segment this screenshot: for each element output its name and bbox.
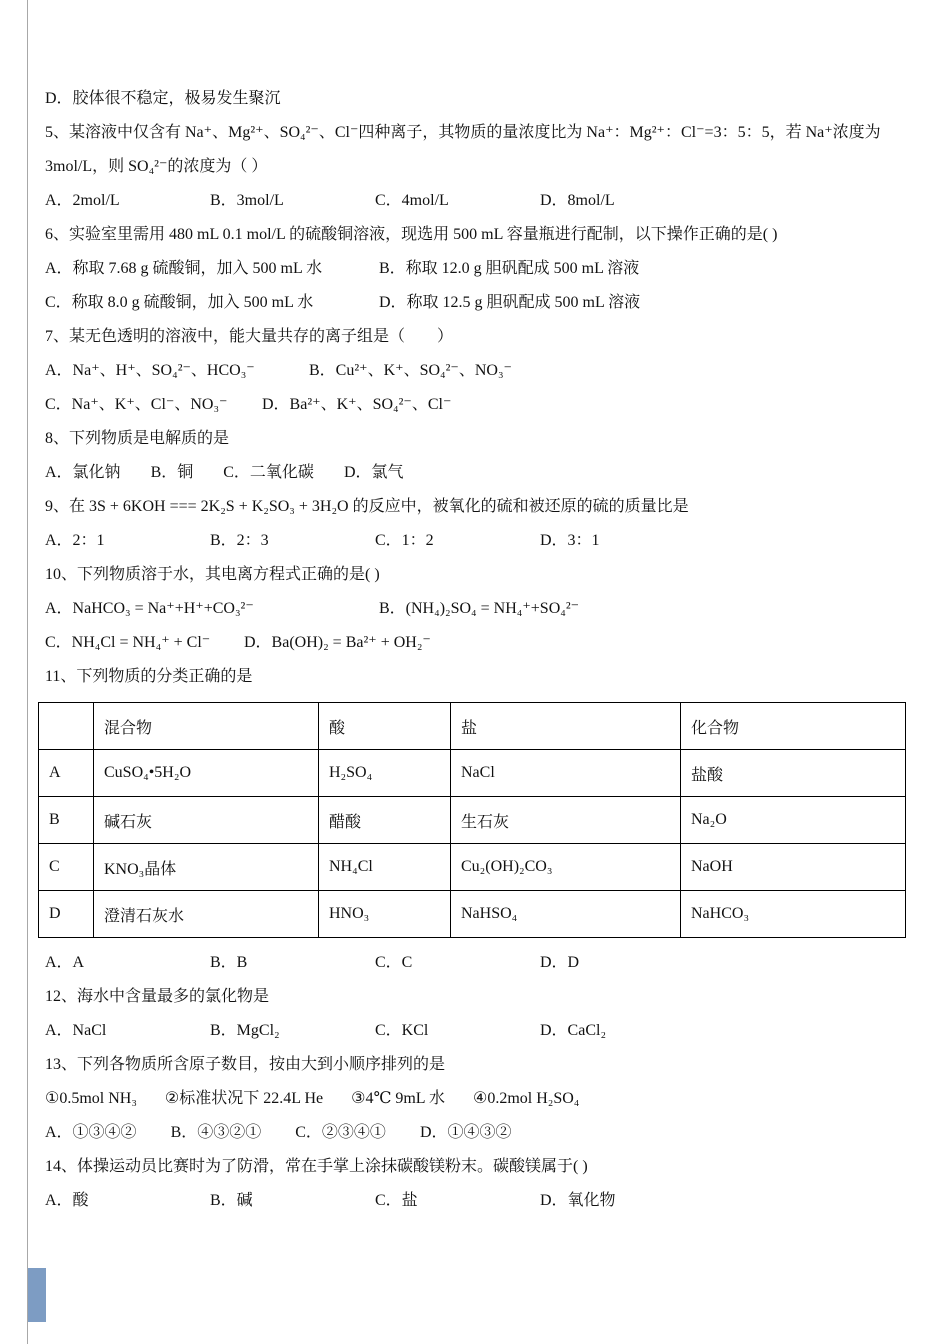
q12-stem: 12、海水中含量最多的氯化物是 — [45, 988, 270, 1005]
q13-option-c: C．②③④① — [295, 1124, 386, 1141]
q10-stem: 10、下列物质溶于水，其电离方程式正确的是( ) — [45, 566, 380, 583]
q7-stem: 7、某无色透明的溶液中，能大量共存的离子组是（ ） — [45, 328, 454, 345]
q5-option-b: B．3mol/L — [210, 192, 284, 209]
q8-option-c: C．二氧化碳 — [223, 464, 314, 481]
table-row-b — [39, 797, 906, 844]
q11-option-b: B．B — [210, 954, 248, 971]
table-cell: NaHCO₃ — [681, 891, 906, 938]
q8-options — [45, 456, 907, 490]
table-cell: CuSO₄•5H₂O — [94, 750, 319, 797]
table-cell: 生石灰 — [451, 797, 681, 844]
table-header-compound: 化合物 — [681, 703, 906, 750]
table-cell: H₂SO₄ — [319, 750, 451, 797]
q7-options-row2 — [45, 388, 907, 422]
table-cell: 醋酸 — [319, 797, 451, 844]
q13-item-3: ③4℃ 9mL 水 — [351, 1090, 445, 1107]
q13-options — [45, 1116, 907, 1150]
page-left-border — [27, 0, 28, 1344]
q6-option-a: A．称取 7.68 g 硫酸铜，加入 500 mL 水 — [45, 260, 323, 277]
q10-option-a: A．NaHCO₃ = Na⁺+H⁺+CO₃²⁻ — [45, 600, 254, 617]
q9-option-a: A．2：1 — [45, 532, 105, 549]
table-header-row — [39, 703, 906, 750]
q6-option-d: D．称取 12.5 g 胆矾配成 500 mL 溶液 — [379, 294, 641, 311]
q9-option-b: B．2：3 — [210, 532, 269, 549]
q11-option-d: D．D — [540, 954, 580, 971]
q14-stem: 14、体操运动员比赛时为了防滑，常在手掌上涂抹碳酸镁粉末。碳酸镁属于( ) — [45, 1158, 588, 1175]
q11-options — [45, 946, 907, 980]
q6-options-row1 — [45, 252, 907, 286]
q5-stem-line1: 5、某溶液中仅含有 Na⁺、Mg²⁺、SO₄²⁻、Cl⁻四种离子，其物质的量浓度比为 Na⁺：Mg²⁺：Cl⁻=3：5：5，若 Na⁺浓度为 — [45, 124, 881, 141]
q12-option-d: D．CaCl₂ — [540, 1022, 607, 1039]
table-cell: Cu₂(OH)₂CO₃ — [451, 844, 681, 891]
table-row-a — [39, 750, 906, 797]
q5-option-d: D．8mol/L — [540, 192, 615, 209]
table-cell: 盐酸 — [681, 750, 906, 797]
table-cell: NaHSO₄ — [451, 891, 681, 938]
q13-item-1: ①0.5mol NH₃ — [45, 1090, 137, 1107]
q8-option-d: D．氯气 — [343, 464, 404, 481]
q8-option-a: A．氯化钠 — [45, 464, 121, 481]
table-cell: 碱石灰 — [94, 797, 319, 844]
q10-option-c: C．NH₄Cl = NH₄⁺ + Cl⁻ — [45, 634, 211, 651]
q13-items — [45, 1082, 907, 1116]
page-marker — [28, 1268, 46, 1322]
table-row-d — [39, 891, 906, 938]
q6-options-row2 — [45, 286, 907, 320]
q13-option-d: D．①④③② — [419, 1124, 512, 1141]
q7-option-d: D．Ba²⁺、K⁺、SO₄²⁻、Cl⁻ — [262, 396, 452, 413]
table-cell: D — [39, 891, 94, 938]
table-cell: A — [39, 750, 94, 797]
q12-options — [45, 1014, 907, 1048]
table-cell: KNO₃晶体 — [94, 844, 319, 891]
q7-options-row1 — [45, 354, 907, 388]
q14-option-b: B．碱 — [210, 1192, 253, 1209]
exam-content — [45, 82, 907, 1218]
q13-item-2: ②标准状况下 22.4L He — [164, 1090, 324, 1107]
q13-item-4: ④0.2mol H₂SO₄ — [472, 1090, 580, 1107]
q4-option-d: D．胶体很不稳定，极易发生聚沉 — [45, 90, 281, 107]
q13-stem: 13、下列各物质所含原子数目，按由大到小顺序排列的是 — [45, 1056, 446, 1073]
q9-option-d: D．3：1 — [540, 532, 600, 549]
q14-option-c: C．盐 — [375, 1192, 418, 1209]
q7-option-c: C．Na⁺、K⁺、Cl⁻、NO₃⁻ — [45, 396, 228, 413]
q10-option-b: B．(NH₄)₂SO₄ = NH₄⁺+SO₄²⁻ — [379, 600, 580, 617]
q9-option-c: C．1：2 — [375, 532, 434, 549]
q10-option-d: D．Ba(OH)₂ = Ba²⁺ + OH₂⁻ — [244, 634, 431, 651]
q13-option-a: A．①③④② — [45, 1124, 137, 1141]
table-cell: 澄清石灰水 — [94, 891, 319, 938]
q12-option-a: A．NaCl — [45, 1022, 107, 1039]
q14-options — [45, 1184, 907, 1218]
q5-option-c: C．4mol/L — [375, 192, 449, 209]
q10-options-row1 — [45, 592, 907, 626]
table-row-c — [39, 844, 906, 891]
q6-option-b: B．称取 12.0 g 胆矾配成 500 mL 溶液 — [379, 260, 640, 277]
table-header-salt: 盐 — [451, 703, 681, 750]
table-header-mixture: 混合物 — [94, 703, 319, 750]
q14-option-a: A．酸 — [45, 1192, 89, 1209]
q7-option-b: B．Cu²⁺、K⁺、SO₄²⁻、NO₃⁻ — [309, 362, 512, 379]
table-header-acid: 酸 — [319, 703, 451, 750]
q13-option-b: B．④③②① — [170, 1124, 262, 1141]
table-cell: NH₄Cl — [319, 844, 451, 891]
q11-option-c: C．C — [375, 954, 413, 971]
q5-stem-line2: 3mol/L，则 SO₄²⁻的浓度为（ ） — [45, 158, 268, 175]
q12-option-b: B．MgCl₂ — [210, 1022, 280, 1039]
q12-option-c: C．KCl — [375, 1022, 429, 1039]
classification-table — [38, 702, 906, 938]
table-cell: Na₂O — [681, 797, 906, 844]
q10-options-row2 — [45, 626, 907, 660]
q6-option-c: C．称取 8.0 g 硫酸铜，加入 500 mL 水 — [45, 294, 314, 311]
table-cell: HNO₃ — [319, 891, 451, 938]
table-header-blank — [39, 703, 94, 750]
table-cell: NaOH — [681, 844, 906, 891]
q14-option-d: D．氧化物 — [540, 1192, 616, 1209]
q9-options — [45, 524, 907, 558]
q6-stem: 6、实验室里需用 480 mL 0.1 mol/L 的硫酸铜溶液，现选用 500 mL 容量瓶进行配制，以下操作正确的是( ) — [45, 226, 778, 243]
q8-stem: 8、下列物质是电解质的是 — [45, 430, 230, 447]
table-cell: B — [39, 797, 94, 844]
q11-option-a: A．A — [45, 954, 85, 971]
table-cell: C — [39, 844, 94, 891]
q5-option-a: A．2mol/L — [45, 192, 120, 209]
q8-option-b: B．铜 — [150, 464, 194, 481]
q11-stem: 11、下列物质的分类正确的是 — [45, 668, 253, 685]
q7-option-a: A．Na⁺、H⁺、SO₄²⁻、HCO₃⁻ — [45, 362, 255, 379]
table-cell: NaCl — [451, 750, 681, 797]
q9-stem: 9、在 3S + 6KOH === 2K₂S + K₂SO₃ + 3H₂O 的反应中，被氧化的硫和被还原的硫的质量比是 — [45, 498, 689, 515]
q5-options — [45, 184, 907, 218]
